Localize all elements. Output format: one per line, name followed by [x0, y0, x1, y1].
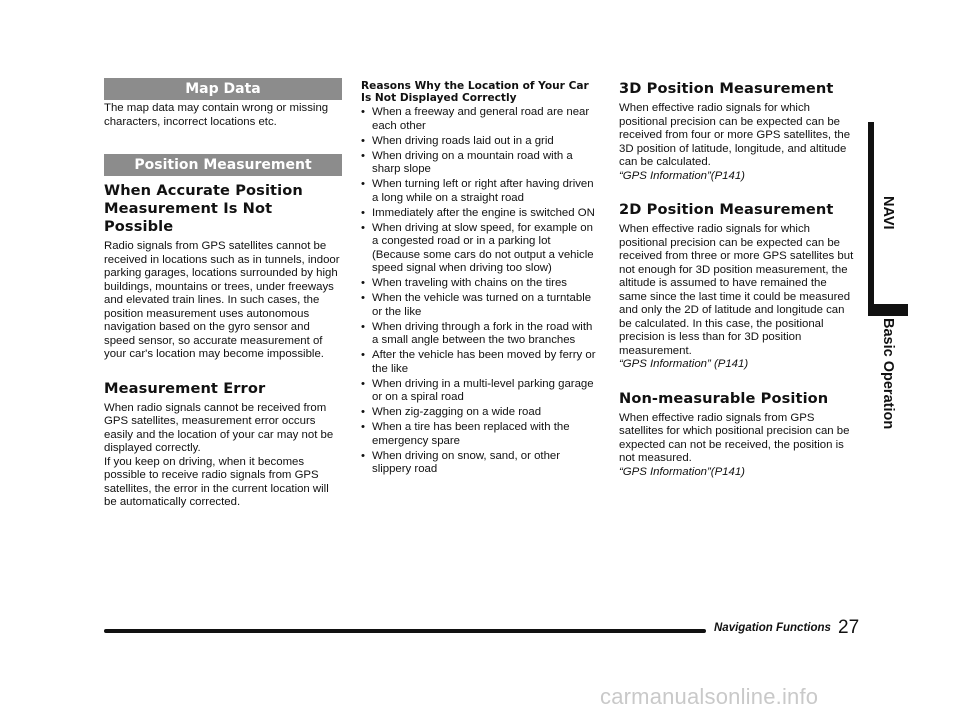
reason-text: When traveling with chains on the tires [372, 277, 568, 289]
reason-text: When turning left or right after having driven a long while on a straight road [372, 178, 594, 204]
bullet-icon: • [361, 377, 365, 390]
reason-text: Immediately after the engine is switched ON [372, 206, 595, 219]
accurate-position-heading: When Accurate Position Measurement Is Not Possible [104, 182, 303, 235]
side-tab-basic-operation-label: Basic Operation [880, 318, 896, 430]
bullet-icon: • [361, 149, 365, 162]
reason-item [361, 450, 601, 477]
reason-text: When driving on a mountain road with a sharp slope [372, 149, 573, 175]
pos3d-heading: 3D Position Measurement [619, 80, 834, 97]
nonmeasurable-text: When effective radio signals from GPS satellites for which positional precision can be expected can not be received, the position is not measured. [619, 411, 850, 464]
reason-item [361, 150, 601, 177]
bullet-icon: • [361, 178, 365, 190]
bullet-icon: • [361, 206, 365, 219]
bullet-icon: • [361, 449, 365, 462]
pos3d-reference-link[interactable]: “GPS Information”(P141) [619, 169, 745, 182]
reason-text: When zig-zagging on a wide road [372, 406, 542, 418]
reason-item [361, 207, 601, 221]
side-tab-marker [868, 304, 908, 316]
footer-section-title: Navigation Functions [714, 622, 831, 634]
pos2d-text: When effective radio signals for which positional precision can be expected can be received from three or more GPS satellites but not enough for 3D position measurement, the altitude is assumed to have remained the same since the last time it could be measured and only the 2D of latitude and longitude can be calculated. In this case, the positional precision is less than for 3D position measurement. [619, 223, 854, 357]
bullet-icon: • [361, 106, 365, 118]
bullet-icon: • [361, 421, 365, 433]
reason-item [361, 421, 601, 448]
nonmeasurable-heading: Non-measurable Position [619, 389, 829, 407]
pos3d-text: When effective radio signals for which positional precision can be expected can be received from four or more GPS satellites, the 3D position of latitude, longitude, and altitude can be calculated. [619, 102, 851, 168]
reason-item [361, 135, 601, 149]
reason-text: When driving in a multi-level parking garage or on a spiral road [372, 377, 594, 403]
measurement-error-text-2: If you keep on driving, when it becomes possible to receive radio signals from GPS satellites, the error in the current location will be automatically corrected. [104, 455, 329, 508]
reason-text: When driving through a fork in the road with a small angle between the two branches [372, 320, 593, 346]
measurement-error-text-1: When radio signals cannot be received from GPS satellites, measurement error occurs easily and the location of your car may not be displayed correctly. [104, 401, 334, 454]
reason-item [361, 292, 601, 319]
reason-item [361, 106, 601, 133]
map-data-text: The map data may contain wrong or missing characters, incorrect locations etc. [104, 102, 329, 128]
reason-text: After the vehicle has been moved by ferry or the like [372, 349, 596, 375]
middle-column [361, 80, 601, 478]
nonmeasurable-reference-link[interactable]: “GPS Information”(P141) [619, 465, 745, 478]
reason-item [361, 222, 601, 276]
reason-item [361, 178, 601, 205]
accurate-position-text: Radio signals from GPS satellites cannot be received in locations such as in tunnels, indoor parking garages, locations surrounded by high buildings, mountains or trees, under freeways and elevated train lines. In such cases, the position measurement uses autonomous navigation based on the gyro sensor and speed sensor, so accurate measurement of your car's location may become impossible. [104, 240, 340, 360]
reason-text: When a freeway and general road are near each other [372, 106, 590, 132]
right-column [619, 80, 857, 479]
bullet-icon: • [361, 134, 365, 147]
reason-text: When driving on snow, sand, or other slippery road [372, 449, 561, 475]
reason-item [361, 378, 601, 405]
page-number: 27 [838, 617, 860, 638]
reason-item [361, 349, 601, 376]
pos2d-reference-link[interactable]: “GPS Information” (P141) [619, 358, 749, 370]
bullet-icon: • [361, 292, 365, 304]
bullet-icon: • [361, 349, 365, 361]
bullet-icon: • [361, 221, 365, 234]
bullet-icon: • [361, 406, 365, 418]
reason-text: When a tire has been replaced with the emergency spare [372, 421, 570, 447]
map-data-banner: Map Data [104, 78, 342, 100]
bullet-icon: • [361, 320, 365, 333]
reason-text: When driving at slow speed, for example on a congested road or in a parking lot (Because some cars do not output a vehicle speed signal when driving too slow) [372, 221, 594, 274]
reason-text: When the vehicle was turned on a turntable or the like [372, 292, 592, 318]
reason-item [361, 277, 601, 291]
measurement-error-heading: Measurement Error [104, 379, 266, 397]
watermark: carmanualsonline.info [600, 684, 819, 709]
bullet-icon: • [361, 277, 365, 289]
reasons-heading: Reasons Why the Location of Your Car Is Not Displayed Correctly [361, 80, 589, 104]
footer-rule [104, 629, 706, 633]
side-tab-navi-label: NAVI [880, 196, 896, 230]
pos2d-heading: 2D Position Measurement [619, 201, 834, 218]
reason-text: When driving roads laid out in a grid [372, 134, 554, 147]
position-measurement-banner: Position Measurement [104, 154, 342, 176]
reason-item [361, 406, 601, 420]
left-column [104, 78, 342, 510]
reasons-list [361, 106, 601, 477]
reason-item [361, 321, 601, 348]
